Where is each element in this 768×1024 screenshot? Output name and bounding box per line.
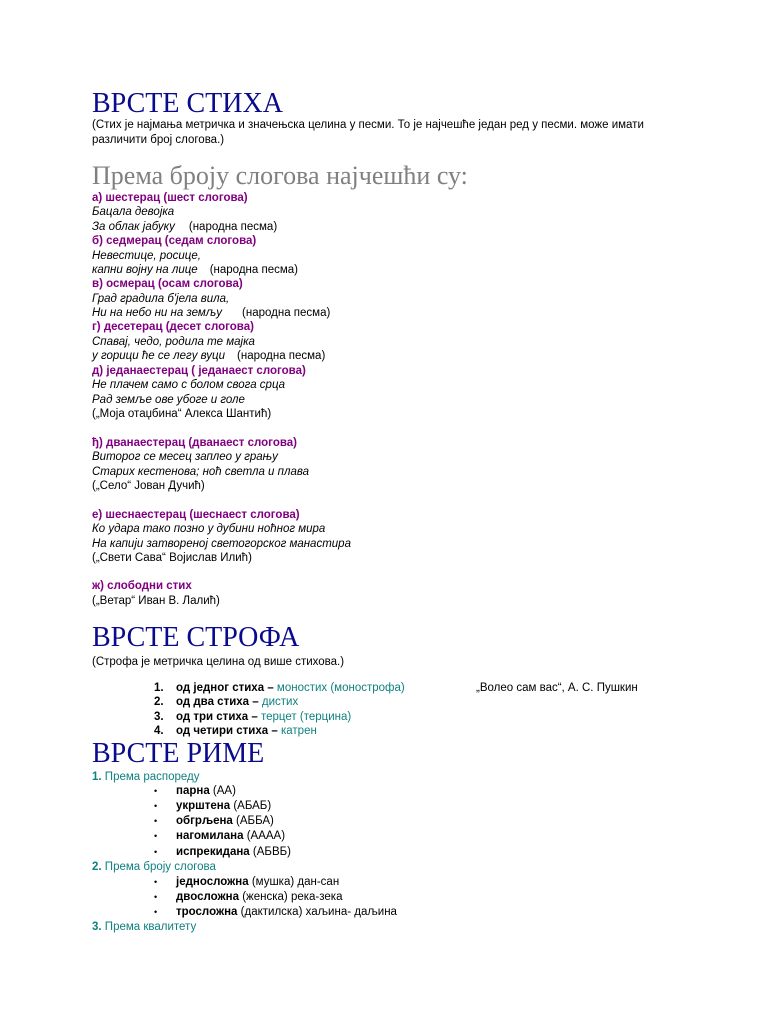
verse-type-d-line-2: Рад земље ове убоге и голе (92, 394, 245, 406)
heading-verse-types: ВРСТЕ СТИХА (92, 88, 283, 119)
rhyme-section-1-label: Према распореду (104, 771, 200, 783)
rhyme-item (154, 799, 271, 813)
strophe-item-label: од два стиха (176, 696, 250, 708)
rhyme-item-name: једносложна (176, 876, 249, 888)
verse-type-g-line-2: у горици ће се легу вуци (92, 350, 226, 362)
strophe-item-number: 3. (154, 711, 164, 723)
strophe-item-label: од једног стиха (176, 682, 265, 694)
verse-type-b-source: (народна песма) (209, 264, 298, 276)
verse-type-zh-label: ж) слободни стих (92, 580, 192, 592)
strophe-item-term: дистих (261, 696, 299, 708)
verse-type-dj-label: ђ) дванаестерац (дванаест слогова) (92, 437, 297, 449)
verse-type-e-line-2: На капији затвореној светогорског манастира (92, 538, 351, 550)
rhyme-section-3-label: Према квалитету (104, 921, 197, 933)
intro-strophes: (Строфа је метричка целина од више стихова.) (92, 656, 345, 668)
intro-verses-line-2: различити број слогова.) (92, 134, 225, 146)
verse-type-a-line-2: За облак јабуку (92, 221, 175, 233)
strophe-item-number: 1. (154, 682, 164, 694)
verse-type-v-line-2: Ни на небо ни на земљу (92, 307, 223, 319)
verse-type-b-line-1: Невестице, росице, (92, 250, 201, 262)
bullet-icon: • (154, 786, 158, 796)
rhyme-item-pattern: (АА) (212, 785, 236, 797)
strophe-item-term: моностих (монострофа) (276, 682, 405, 694)
rhyme-item-pattern: (АББА) (236, 815, 274, 827)
verse-type-e-source: („Свети Сава“ Војислав Илић) (92, 552, 252, 564)
verse-type-dj-line-1: Виторог се месец заплео у грању (92, 451, 278, 463)
strophe-item-number: 2. (154, 696, 164, 708)
rhyme-section-3-number: 3. (92, 921, 102, 933)
rhyme-item-pattern: (АААА) (246, 830, 286, 842)
rhyme-section-2-heading (92, 860, 216, 874)
verse-type-dj-line-2: Старих кестенова; ноћ светла и плава (92, 466, 310, 478)
verse-type-b-label: б) седмерац (седам слогова) (92, 235, 257, 247)
strophe-item-dash: – (271, 725, 278, 737)
rhyme-section-2-label: Према броју слогова (104, 861, 216, 873)
strophe-item-label: од четири стиха (176, 725, 269, 737)
intro-verses-line-1: (Стих је најмања метричка и значењска целина у песми. То је најчешће један ред у песми. може имати (92, 119, 644, 131)
verse-type-g-label: г) десетерац (десет слогова) (92, 321, 254, 333)
strophe-item-example: „Волео сам вас“, А. С. Пушкин (476, 682, 638, 694)
verse-type-d-line-1: Не плачем само с болом свога срца (92, 379, 286, 391)
verse-type-g-line-2-row (92, 349, 325, 363)
verse-type-v-line-1: Град градила б'јела вила, (92, 293, 230, 305)
strophe-item-term: терцет (терцина) (261, 711, 352, 723)
rhyme-item (154, 829, 285, 843)
strophe-item-dash: – (251, 711, 258, 723)
rhyme-section-1-heading (92, 770, 200, 784)
heading-rhyme-types: ВРСТЕ РИМЕ (92, 738, 265, 769)
strophe-item-dash: – (252, 696, 259, 708)
verse-type-a-source: (народна песма) (188, 221, 278, 233)
strophe-item (154, 724, 317, 738)
verse-type-v-line-2-row (92, 306, 330, 320)
strophe-item-dash: – (267, 682, 274, 694)
verse-type-zh-source: („Ветар“ Иван В. Лалић) (92, 595, 220, 607)
verse-type-a-label: а) шестерац (шест слогова) (92, 192, 248, 204)
rhyme-item (154, 890, 342, 904)
verse-type-v-source: (народна песма) (242, 307, 331, 319)
rhyme-item-name: обгрљена (176, 815, 233, 827)
rhyme-section-3-heading (92, 920, 196, 934)
rhyme-item (154, 845, 291, 859)
verse-type-e-line-1: Ко удара тако позно у дубини ноћног мира (92, 523, 326, 535)
verse-type-dj-source: („Село“ Јован Дучић) (92, 480, 205, 492)
strophe-item-term: катрен (280, 725, 317, 737)
rhyme-item-name: нагомилана (176, 830, 244, 842)
verse-type-g-source: (народна песма) (237, 350, 326, 362)
strophe-item-label: од три стиха (176, 711, 249, 723)
rhyme-item-name: двосложна (176, 891, 240, 903)
rhyme-item-pattern: (дактилска) хаљина- даљина (240, 906, 397, 918)
rhyme-item (154, 905, 397, 919)
heading-strophe-types: ВРСТЕ СТРОФА (92, 622, 300, 653)
strophe-item (154, 681, 405, 695)
rhyme-item (154, 875, 339, 889)
rhyme-item-pattern: (мушка) дан-сан (251, 876, 340, 888)
bullet-icon: • (154, 831, 158, 841)
verse-type-b-line-2: капни војну на лице (92, 264, 198, 276)
strophe-item-number: 4. (154, 725, 164, 737)
rhyme-item (154, 814, 274, 828)
bullet-icon: • (154, 892, 158, 902)
verse-type-e-label: е) шеснаестерац (шеснаест слогова) (92, 509, 300, 521)
verse-type-d-label: д) једанаестерац ( једанаест слогова) (92, 365, 306, 377)
rhyme-item-pattern: (АБАБ) (233, 800, 272, 812)
strophe-item (154, 710, 351, 724)
verse-type-a-line-1: Бацала девојка (92, 206, 175, 218)
rhyme-item-name: тросложна (176, 906, 238, 918)
rhyme-item-pattern: (женска) река-зека (242, 891, 343, 903)
rhyme-item (154, 784, 236, 798)
verse-type-v-label: в) осмерац (осам слогова) (92, 278, 243, 290)
verse-type-b-line-2-row (92, 263, 298, 277)
verse-type-a-line-2-row (92, 220, 277, 234)
rhyme-item-name: парна (176, 785, 210, 797)
bullet-icon: • (154, 816, 158, 826)
strophe-item (154, 695, 298, 709)
bullet-icon: • (154, 877, 158, 887)
verse-type-g-line-1: Спавај, чедо, родила те мајка (92, 336, 255, 348)
rhyme-section-2-number: 2. (92, 861, 102, 873)
subheading-syllables: Према броју слогова најчешћи су: (92, 161, 468, 190)
bullet-icon: • (154, 907, 158, 917)
bullet-icon: • (154, 801, 158, 811)
rhyme-section-1-number: 1. (92, 771, 102, 783)
bullet-icon: • (154, 847, 158, 857)
rhyme-item-name: укрштена (176, 800, 231, 812)
verse-type-d-source: („Моја отаџбина“ Алекса Шантић) (92, 408, 272, 420)
rhyme-item-name: испрекидана (176, 846, 250, 858)
rhyme-item-pattern: (АБВБ) (252, 846, 291, 858)
